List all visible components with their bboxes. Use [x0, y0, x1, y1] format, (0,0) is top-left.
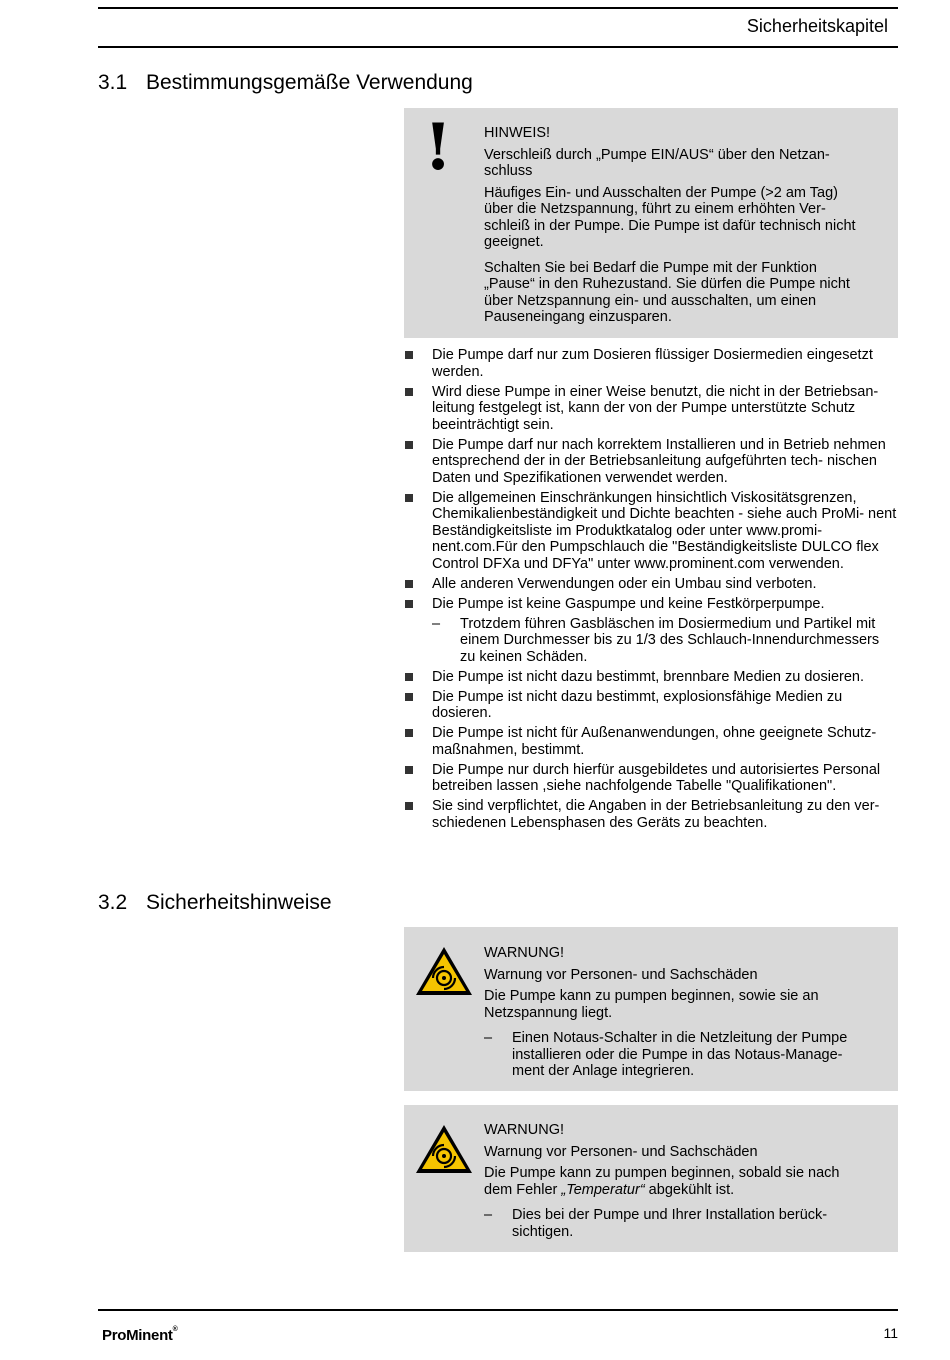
bullet-square-icon: [405, 729, 413, 737]
warning-box: [404, 927, 898, 1091]
warning-action: – Einen Notaus-Schalter in die Netzleitung der Pumpe installieren oder die Pumpe in das Notaus-Manage- ment der Anlage integrieren.: [484, 1030, 848, 1079]
registered-mark: ®: [172, 1326, 178, 1333]
warning-action: – Dies bei der Pumpe und Ihrer Installation berück- sichtigen.: [484, 1207, 828, 1240]
header-rule: [98, 46, 898, 48]
notice-paragraph: Schalten Sie bei Bedarf die Pumpe mit der Funktion „Pause“ in den Ruhezustand. Sie dürfen die Pumpe nicht über Netzspannung ein- und ausschalten, um einen Pauseneingang einzusparen.: [484, 259, 850, 325]
list-item: Die Pumpe ist nicht für Außenanwendungen, ohne geeignete Schutz- maßnahmen, bestimmt.: [404, 725, 898, 758]
section-title: Bestimmungsgemäße Verwendung: [146, 71, 473, 94]
chapter-title: Sicherheitskapitel: [746, 16, 888, 36]
exclamation-icon: !: [424, 110, 453, 185]
list-item: Die Pumpe ist nicht dazu bestimmt, explosionsfähige Medien zu dosieren.: [404, 689, 898, 722]
prominent-logo: [102, 1327, 178, 1344]
bullet-square-icon: [405, 600, 413, 608]
footer-rule: [98, 1309, 898, 1311]
list-item: Sie sind verpflichtet, die Angaben in der Betriebsanleitung zu den ver- schiedenen Lebensphasen des Geräts zu beachten.: [404, 798, 898, 831]
bullet-square-icon: [405, 673, 413, 681]
warning-body: Die Pumpe kann zu pumpen beginnen, sobald sie nach dem Fehler „Temperatur“ abgekühlt ist.: [484, 1165, 840, 1198]
automatic-start-warning-icon: [414, 945, 474, 997]
section-title: Sicherheitshinweise: [146, 891, 332, 914]
page-number: 11: [883, 1325, 898, 1341]
warning-box: [404, 1105, 898, 1252]
bullet-square-icon: [405, 388, 413, 396]
notice-subtitle: Verschleiß durch „Pumpe EIN/AUS“ über den Netzan- schluss: [484, 146, 830, 179]
usage-list: [404, 347, 898, 835]
section-number: 3.2: [98, 891, 128, 914]
section-heading-3-1: [98, 71, 473, 95]
bullet-square-icon: [405, 802, 413, 810]
list-item: Die allgemeinen Einschränkungen hinsichtlich Viskositätsgrenzen, Chemikalienbeständigkeit und Dichte beachten - siehe auch ProMi- nent Beständigkeitsliste im Produktkatalog oder unter www.promi- nent.com.Für den Pumpschlauch die "Beständigkeitsliste DULCO flex Control DFXa und DFYa" unter www.prominent.com verwenden.: [404, 490, 898, 573]
notice-paragraph: Häufiges Ein- und Ausschalten der Pumpe (>2 am Tag) über die Netzspannung, führt zu einem erhöhten Ver- schleiß in der Pumpe. Die Pumpe ist dafür technisch nicht geeignet.: [484, 184, 856, 250]
dash-marker: –: [484, 1030, 493, 1046]
dash-marker: –: [484, 1207, 493, 1223]
logo-text: ProMinent: [102, 1327, 173, 1344]
section-number: 3.1: [98, 71, 128, 94]
warning-subtitle: Warnung vor Personen- und Sachschäden: [484, 1143, 758, 1160]
warning-body: Die Pumpe kann zu pumpen beginnen, sowie sie an Netzspannung liegt.: [484, 988, 819, 1021]
bullet-square-icon: [405, 580, 413, 588]
list-item: Die Pumpe ist nicht dazu bestimmt, brennbare Medien zu dosieren.: [404, 669, 898, 686]
sub-list-item: – Trotzdem führen Gasbläschen im Dosiermedium und Partikel mit einem Durchmesser bis zu 1/3 des Schlauch-Innendurchmessers zu keinen Schäden.: [432, 615, 880, 665]
emphasis-temperatur: „Temperatur“: [561, 1181, 645, 1198]
list-item: Die Pumpe darf nur nach korrektem Installieren und in Betrieb nehmen entsprechend der in der Betriebsanleitung aufgeführten tech- nischen Daten und Spezifikationen verwendet werden.: [404, 437, 898, 487]
list-item: Alle anderen Verwendungen oder ein Umbau sind verboten.: [404, 576, 898, 593]
warning-subtitle: Warnung vor Personen- und Sachschäden: [484, 966, 758, 983]
bullet-square-icon: [405, 494, 413, 502]
list-item: Die Pumpe nur durch hierfür ausgebildetes und autorisiertes Personal betreiben lassen ,siehe nachfolgende Tabelle "Qualifikationen".: [404, 762, 898, 795]
notice-box: [404, 108, 898, 338]
section-heading-3-2: [98, 891, 332, 915]
dash-marker: –: [432, 615, 441, 632]
top-rule: [98, 7, 898, 9]
bullet-square-icon: [405, 351, 413, 359]
bullet-square-icon: [405, 766, 413, 774]
warning-label: WARNUNG!: [484, 945, 565, 961]
warning-label: WARNUNG!: [484, 1122, 565, 1138]
automatic-start-warning-icon: [414, 1123, 474, 1175]
list-item: Die Pumpe darf nur zum Dosieren flüssiger Dosiermedien eingesetzt werden.: [404, 347, 898, 380]
list-item: Wird diese Pumpe in einer Weise benutzt, die nicht in der Betriebsan- leitung festgelegt ist, kann der von der Pumpe unterstützte Schutz beeinträchtigt sein.: [404, 384, 898, 434]
bullet-square-icon: [405, 441, 413, 449]
notice-label: HINWEIS!: [484, 125, 551, 141]
bullet-square-icon: [405, 693, 413, 701]
list-item: Die Pumpe ist keine Gaspumpe und keine Festkörperpumpe.: [404, 596, 898, 613]
